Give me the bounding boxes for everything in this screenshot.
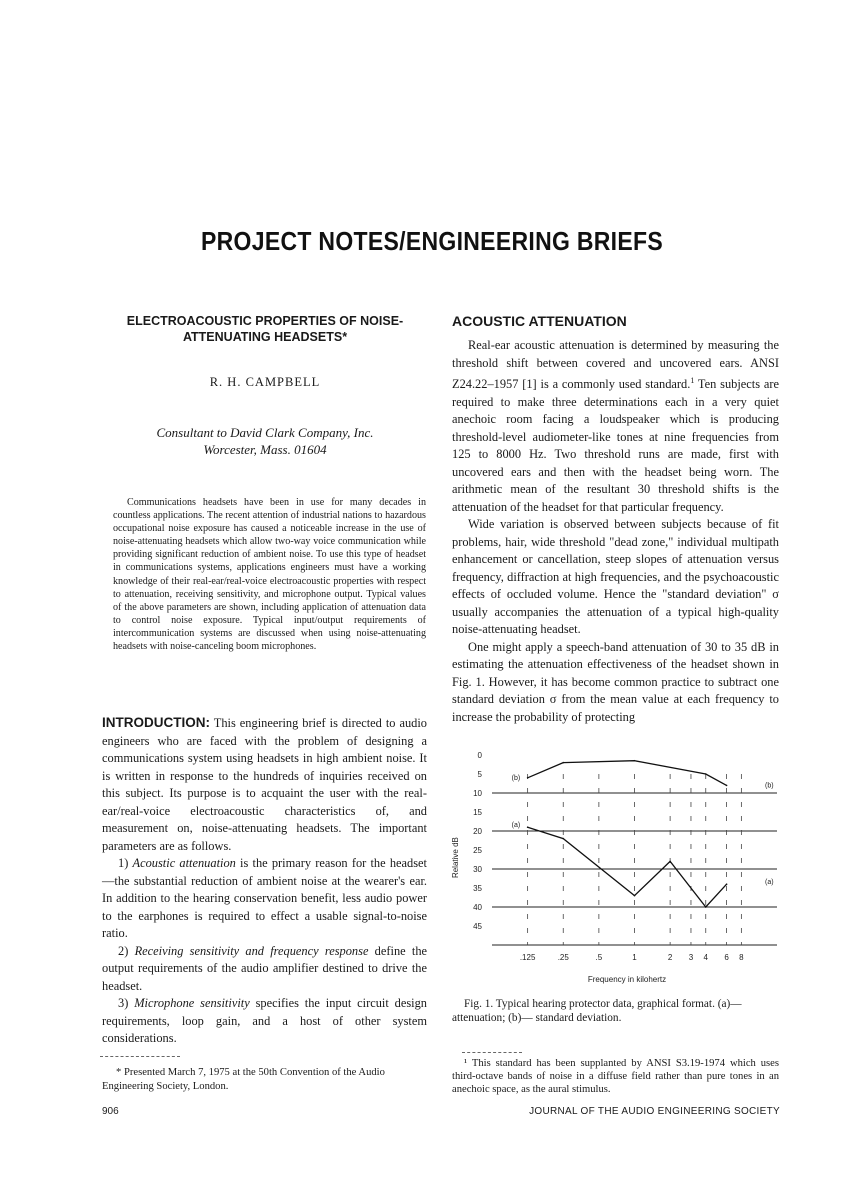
item-number: 1) bbox=[118, 856, 133, 870]
abstract: Communications headsets have been in use for many decades in countless applications. The recent attention of industrial nations to hazardous occupational noise exposure has caused a noticeable increase in the use of noise-attenuating headsets which allow two-way voice communication while providing significant reduction of ambient noise. To use this type of headset in communications systems, applications engineers must have a working knowledge of their real-ear/real-voice electroacoustic properties with respect to attenuation, receiving sensitivity, and microphone output. Typical values of the above parameters are shown, including application of attenuation data to control noise exposure. Typical input/output requirements of intercommunication systems are discussed when using noise-attenuating headsets with noise-canceling boom microphones. bbox=[113, 497, 426, 653]
journal-name: JOURNAL OF THE AUDIO ENGINEERING SOCIETY bbox=[529, 1106, 780, 1117]
item-text: define the output requirements of the audio amplifier destined to drive the headset. bbox=[102, 943, 428, 993]
item-number: 3) bbox=[118, 996, 135, 1010]
data-point bbox=[634, 895, 636, 897]
intro-paragraph bbox=[102, 714, 427, 855]
series-start-label: (b) bbox=[511, 774, 521, 782]
attenuation-chart bbox=[452, 745, 782, 995]
intro-item-2 bbox=[102, 943, 427, 996]
data-point bbox=[726, 883, 728, 885]
item-term: Microphone sensitivity bbox=[134, 996, 250, 1010]
data-point bbox=[705, 906, 707, 908]
footnote-ref: 1 bbox=[690, 376, 695, 385]
y-tick-label: 5 bbox=[477, 770, 482, 779]
article-title-line2: ATTENUATING HEADSETS* bbox=[182, 330, 348, 344]
footnote-presented: * Presented March 7, 1975 at the 50th Convention of the Audio Engineering Society, London. bbox=[102, 1067, 385, 1092]
item-text: is the primary reason for the headset—the substantial reduction of ambient noise at the wearer's ear. In addition to the hearing conservation benefit, less audio power to the earphones is required to effect a usable signal-to-noise ratio. bbox=[102, 856, 427, 940]
series-line-b bbox=[528, 761, 727, 786]
y-tick-label: 20 bbox=[473, 827, 482, 836]
y-tick-label: 45 bbox=[473, 922, 482, 931]
series-end-label: (a) bbox=[765, 879, 774, 887]
y-tick-label: 40 bbox=[473, 903, 482, 912]
footnote-divider bbox=[462, 1052, 522, 1053]
paragraph-text: Real-ear acoustic attenuation is determined by measuring the threshold shift between covered and uncovered ears. ANSI Z24.22–1957 [1] is a commonly used standard. bbox=[452, 338, 779, 392]
data-point bbox=[726, 785, 728, 787]
data-point bbox=[562, 838, 564, 840]
article-title-line1: ELECTROACOUSTIC PROPERTIES OF NOISE- bbox=[126, 314, 404, 328]
x-tick-label: 3 bbox=[688, 953, 694, 962]
x-tick-label: 2 bbox=[667, 953, 673, 962]
author-name: R. H. CAMPBELL bbox=[209, 375, 321, 389]
x-axis-title: Frequency in kilohertz bbox=[587, 975, 667, 984]
item-term: Acoustic attenuation bbox=[132, 856, 236, 870]
y-tick-label: 15 bbox=[473, 808, 482, 817]
data-point bbox=[634, 760, 636, 762]
figure-1 bbox=[452, 745, 782, 995]
y-tick-label: 35 bbox=[473, 884, 482, 893]
x-tick-label: .125 bbox=[519, 953, 536, 962]
intro-text: This engineering brief is directed to audio engineers who are faced with the problem of designing a communications system using headsets in high ambient noise. It is written in response to the hundreds of inquiries received on this subject. Its purpose is to acquaint the user with the real-ear/real-voice electroacoustic characteristics of, and measurement on, noise-attenuating headsets. The important parameters are as follows. bbox=[102, 716, 427, 853]
footnote-standard: ¹ This standard has been supplanted by ANSI S3.19-1974 which uses third-octave bands of noise in a diffuse field rather than pure tones in an anechoic space, as the aural stimulus. bbox=[452, 1058, 779, 1095]
section-heading-acoustic: ACOUSTIC ATTENUATION bbox=[452, 313, 627, 329]
introduction-section bbox=[102, 714, 427, 1048]
data-point bbox=[527, 826, 529, 828]
item-term: Receiving sensitivity and frequency response bbox=[134, 943, 369, 958]
data-point bbox=[527, 777, 529, 779]
y-axis-title: Relative dB bbox=[451, 837, 460, 879]
x-tick-label: .25 bbox=[557, 953, 569, 962]
y-tick-label: 0 bbox=[477, 751, 482, 760]
page-number: 906 bbox=[102, 1106, 119, 1117]
y-tick-label: 30 bbox=[473, 865, 482, 874]
article-title bbox=[100, 313, 430, 345]
data-point bbox=[705, 773, 707, 775]
page-title: PROJECT NOTES/ENGINEERING BRIEFS bbox=[201, 226, 663, 256]
intro-item-3 bbox=[102, 995, 427, 1048]
item-text: specifies the input circuit design requirements, loop gain, and a host of other system considerations. bbox=[102, 996, 428, 1045]
acoustic-paragraph-3: One might apply a speech-band attenuation of 30 to 35 dB in estimating the attenuation effectiveness of the headset shown in Fig. 1. However, it has become common practice to subtract one standard deviation σ from the mean value at each frequency to increase the probability of protecting bbox=[452, 639, 779, 724]
data-point bbox=[669, 861, 671, 863]
y-tick-label: 10 bbox=[473, 789, 482, 798]
acoustic-paragraph-1 bbox=[452, 337, 779, 516]
affiliation-line1: Consultant to David Clark Company, Inc. bbox=[156, 425, 374, 440]
footnote-divider bbox=[100, 1056, 180, 1057]
data-point bbox=[562, 762, 564, 764]
acoustic-paragraph-2: Wide variation is observed between subjects because of fit problems, hair, wide threshold "dead zone," individual multipath enhancement or cancellation, steep slopes of attenuation versus frequency, diffraction at high frequencies, and the psychoacoustic effects of occluded volume. Hence the "standard deviation" σ usually accompanies the attenuation of a typical high-quality noise-attenuating headset. bbox=[452, 517, 779, 637]
affiliation-line2: Worcester, Mass. 01604 bbox=[203, 442, 327, 457]
x-tick-label: .5 bbox=[595, 953, 603, 962]
series-start-label: (a) bbox=[511, 822, 521, 830]
x-tick-label: 1 bbox=[632, 953, 637, 962]
figure-caption: Fig. 1. Typical hearing protector data, graphical format. (a)—attenuation; (b)— standard deviation. bbox=[452, 998, 742, 1024]
series-end-label: (b) bbox=[765, 782, 774, 790]
x-tick-label: 6 bbox=[724, 953, 729, 962]
item-number: 2) bbox=[118, 943, 135, 958]
series-line-a bbox=[528, 827, 727, 907]
intro-item-1 bbox=[102, 855, 427, 943]
x-tick-label: 8 bbox=[739, 953, 744, 962]
intro-heading: INTRODUCTION: bbox=[102, 715, 210, 730]
paragraph-text: Ten subjects are required to make three determinations each in a very quiet anechoic room facing a loudspeaker which is producing threshold-level audiometer-like tones at nine frequencies from 125 to 8000 Hz. Two threshold runs are made, first with uncovered ears and then with the headset being worn. The arithmetic mean of the resultant 30 threshold shifts is the attenuation of the headset for that particular frequency. bbox=[452, 377, 779, 514]
x-tick-label: 4 bbox=[703, 953, 708, 962]
acoustic-section-body bbox=[452, 337, 779, 726]
y-tick-label: 25 bbox=[473, 846, 482, 855]
author-affiliation bbox=[100, 424, 430, 458]
